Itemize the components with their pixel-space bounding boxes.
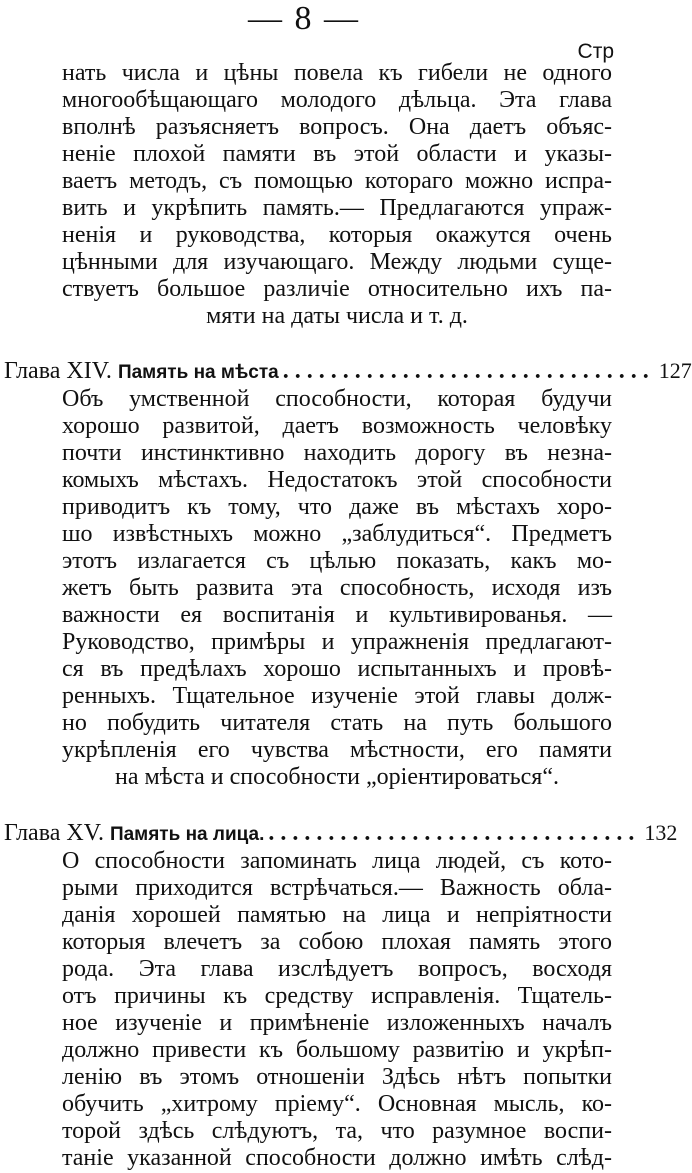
- chapter-summary-line: укрѣпленія его чувства мѣстности, его памяти: [62, 737, 612, 763]
- chapter-summary-line: приводитъ къ тому, что даже въ мѣстахъ хоро-: [62, 494, 612, 520]
- chapter-summary-line: Руководство, примѣры и упражненія предлагают-: [62, 629, 612, 655]
- chapter-summary-line: О способности запоминать лица людей, съ кото-: [62, 848, 612, 874]
- continuation-line: многообѣщающаго молодого дѣльца. Эта глава: [62, 87, 612, 113]
- chapter-summary-line: жетъ быть развита эта способность, исходя изъ: [62, 575, 612, 601]
- continuation-line: цѣнными для изучающаго. Между людьми суще-: [62, 249, 612, 275]
- chapter-summary-line: ленію въ этомъ отношеніи Здѣсь нѣтъ попытки: [62, 1064, 612, 1090]
- chapter-label: Глава XV.: [4, 820, 104, 846]
- chapter-summary-line: ренныхъ. Тщательное изученіе этой главы долж-: [62, 683, 612, 709]
- chapter-summary-line: торой здѣсь слѣдуютъ, та, что разумное воспи-: [62, 1118, 612, 1144]
- continuation-line: вполнѣ разъясняетъ вопросъ. Она даетъ объяс-: [62, 114, 612, 140]
- dot-leader: ...............................: [282, 358, 655, 384]
- chapter-summary-line: этотъ излагается съ цѣлью показать, какъ мо-: [62, 548, 612, 574]
- chapter-summary-line: Объ умственной способности, которая будучи: [62, 386, 612, 412]
- chapter-summary-line: ное изученіе и примѣненіе изложенныхъ началъ: [62, 1010, 612, 1036]
- chapter-summary-line: но побудить читателя стать на путь большого: [62, 710, 612, 736]
- chapter-summary-line: хорошо развитой, даетъ возможность человѣку: [62, 413, 612, 439]
- page-column-heading: Стр: [577, 40, 614, 63]
- chapter-label: Глава XIV.: [4, 358, 112, 384]
- chapter-heading: [4, 818, 678, 848]
- chapter-summary-line: рыми приходится встрѣчаться.— Важность обла-: [62, 875, 612, 901]
- continuation-line: ствуетъ большое различіе относительно ихъ па-: [62, 276, 612, 302]
- chapter-page-number: 132: [644, 820, 678, 845]
- continuation-line: ваетъ методъ, съ помощью котораго можно испра-: [62, 168, 612, 194]
- continuation-line: нать числа и цѣны повела къ гибели не одного: [62, 60, 612, 86]
- chapter-summary-line: важности ея воспитанія и культивированья. —: [62, 602, 612, 628]
- continuation-line: мяти на даты числа и т. д.: [206, 303, 468, 329]
- continuation-line: неніе плохой памяти въ этой области и указы-: [62, 141, 612, 167]
- chapter-summary-line: отъ причины къ средству исправленія. Тщатель-: [62, 983, 612, 1009]
- chapter-summary-line: ся въ предѣлахъ хорошо испытанныхъ и провѣ-: [62, 656, 612, 682]
- chapter-summary-line: должно привести къ большому развитію и укрѣп-: [62, 1037, 612, 1063]
- chapter-summary-line: которыя влечетъ за собою плохая память этого: [62, 929, 612, 955]
- dot-leader: ...............................: [268, 820, 641, 846]
- chapter-summary-line: данія хорошей памятью на лица и непріятности: [62, 902, 612, 928]
- chapter-summary-line: почти инстинктивно находить дорогу въ незна-: [62, 440, 612, 466]
- page-number: — 8 —: [248, 0, 360, 37]
- chapter-heading: [4, 356, 692, 386]
- chapter-summary-line: таніе указанной способности должно имѣть слѣд-: [62, 1145, 612, 1171]
- continuation-line: ненія и руководства, которыя окажутся очень: [62, 222, 612, 248]
- chapter-summary-line: рода. Эта глава изслѣдуетъ вопросъ, восходя: [62, 956, 612, 982]
- chapter-summary-line: на мѣста и способности „оріентироваться“.: [115, 764, 559, 790]
- continuation-line: вить и укрѣпить память.— Предлагаются упраж-: [62, 195, 612, 221]
- chapter-summary-line: комыхъ мѣстахъ. Недостатокъ этой способности: [62, 467, 612, 493]
- chapter-summary-line: обучить „хитрому пріему“. Основная мысль, ко-: [62, 1091, 612, 1117]
- chapter-summary-line: шо извѣстныхъ можно „заблудиться“. Предметъ: [62, 521, 612, 547]
- chapter-title: Память на лица.: [109, 824, 265, 845]
- chapter-title: Память на мѣста: [117, 362, 279, 383]
- chapter-page-number: 127: [658, 358, 692, 383]
